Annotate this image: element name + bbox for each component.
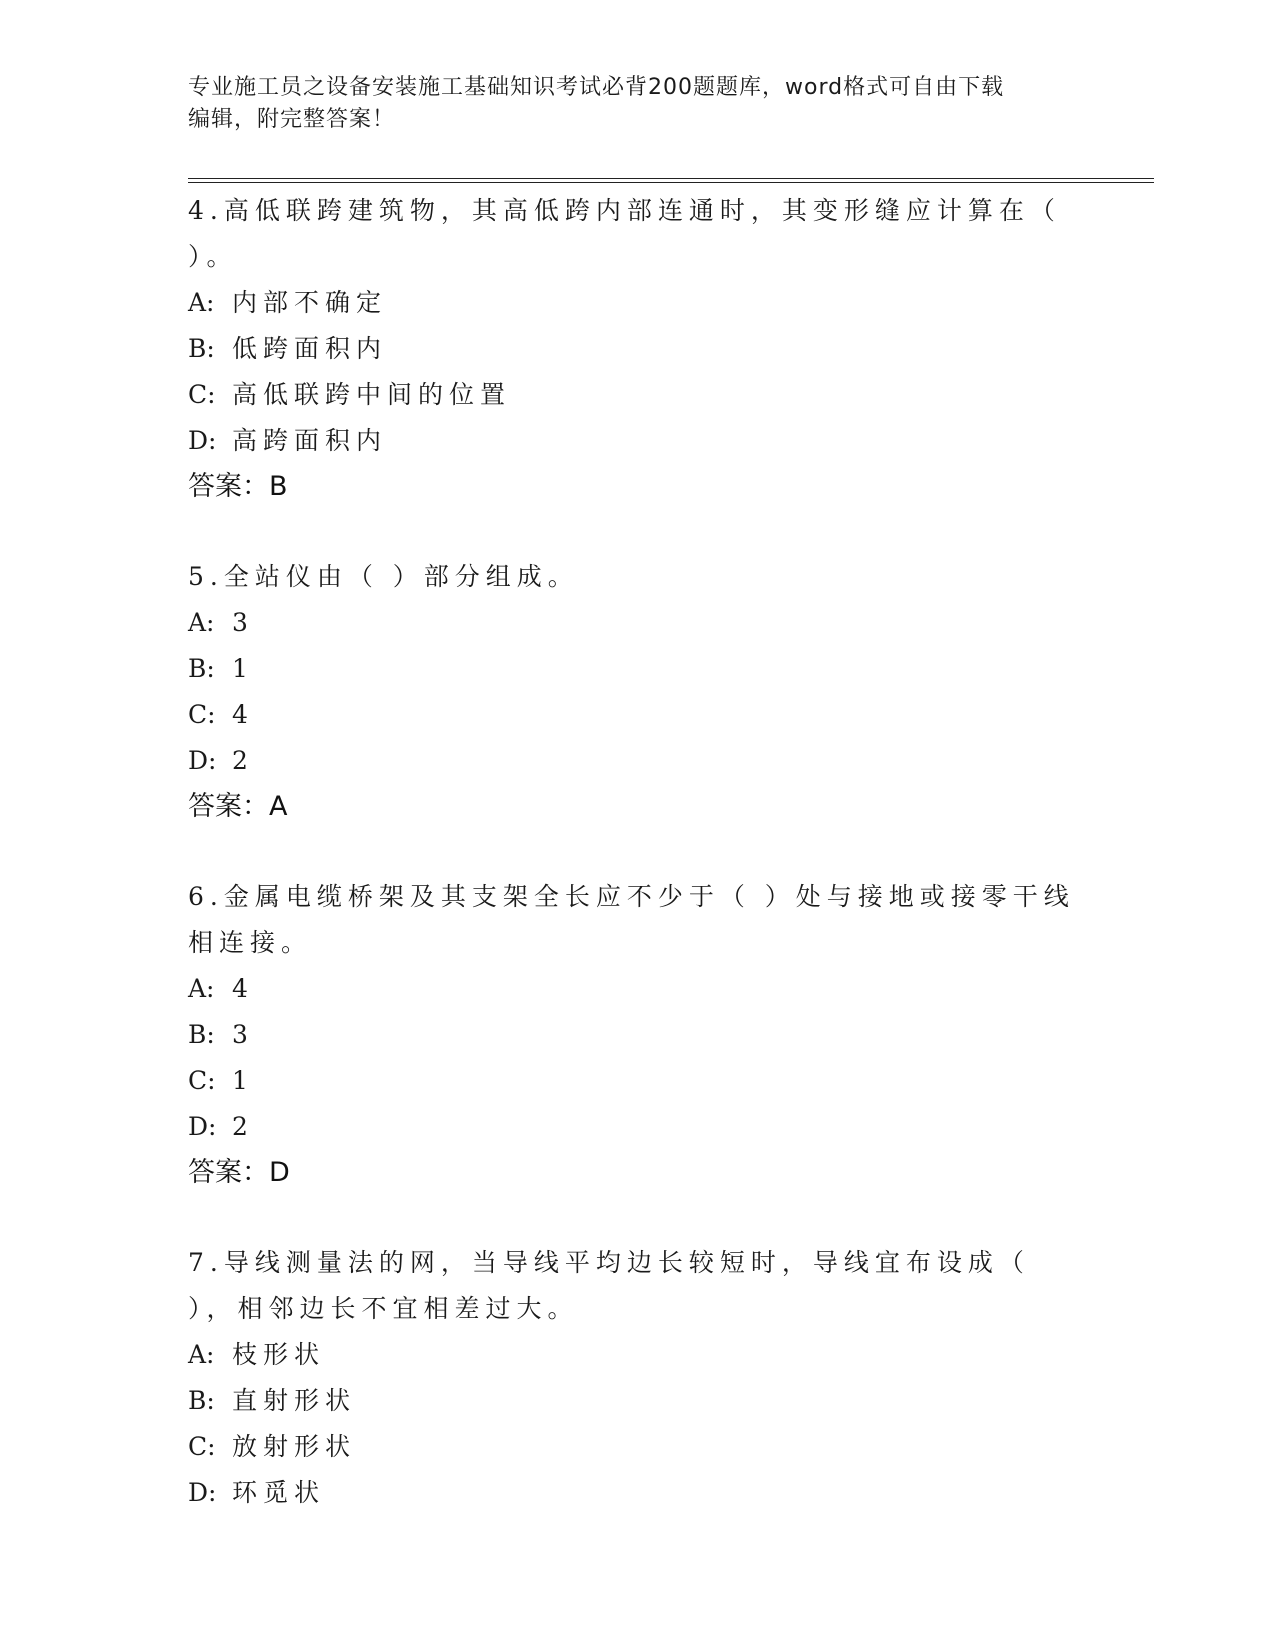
option-letter: A: bbox=[188, 974, 215, 1003]
option-letter: B: bbox=[188, 334, 215, 363]
option-letter: C: bbox=[188, 380, 216, 409]
option-text: 4 bbox=[232, 974, 254, 1003]
option-text: 3 bbox=[232, 608, 254, 637]
option-letter: D: bbox=[188, 426, 217, 455]
answer-line: 答案：D bbox=[188, 1157, 290, 1188]
option-c bbox=[188, 1424, 1088, 1470]
title-line-1: 专业施工员之设备安装施工基础知识考试必背200题题库，word格式可自由下载 bbox=[188, 75, 1005, 100]
question-stem: 7.导线测量法的网，当导线平均边长较短时，导线宜布设成（ ），相邻边长不宜相差过大。 bbox=[188, 1248, 1030, 1323]
option-text: 环觅状 bbox=[232, 1478, 326, 1507]
option-letter: A: bbox=[188, 608, 215, 637]
option-a bbox=[188, 280, 1088, 326]
option-text: 3 bbox=[232, 1020, 254, 1049]
option-letter: D: bbox=[188, 1478, 217, 1507]
option-text: 4 bbox=[232, 700, 254, 729]
option-a bbox=[188, 600, 1088, 646]
question-4 bbox=[188, 188, 1088, 510]
option-letter: D: bbox=[188, 1112, 217, 1141]
option-d bbox=[188, 1470, 1088, 1516]
option-letter: B: bbox=[188, 1020, 215, 1049]
question-stem: 4.高低联跨建筑物，其高低跨内部连通时，其变形缝应计算在（ ）。 bbox=[188, 196, 1061, 271]
answer-line: 答案：A bbox=[188, 791, 288, 822]
option-b bbox=[188, 646, 1088, 692]
option-letter: D: bbox=[188, 746, 217, 775]
option-b bbox=[188, 1378, 1088, 1424]
question-stem: 6.金属电缆桥架及其支架全长应不少于（ ）处与接地或接零干线相连接。 bbox=[188, 882, 1075, 957]
question-stem: 5.全站仪由（ ）部分组成。 bbox=[188, 562, 579, 591]
option-letter: B: bbox=[188, 1386, 215, 1415]
option-d bbox=[188, 738, 1088, 784]
option-text: 低跨面积内 bbox=[232, 334, 388, 363]
option-a bbox=[188, 1332, 1088, 1378]
option-letter: A: bbox=[188, 288, 215, 317]
option-text: 高跨面积内 bbox=[232, 426, 388, 455]
question-6 bbox=[188, 874, 1088, 1196]
option-d bbox=[188, 418, 1088, 464]
option-b bbox=[188, 1012, 1088, 1058]
option-letter: B: bbox=[188, 654, 215, 683]
option-text: 高低联跨中间的位置 bbox=[232, 380, 512, 409]
answer-line: 答案：B bbox=[188, 471, 288, 502]
option-text: 1 bbox=[232, 654, 254, 683]
option-d bbox=[188, 1104, 1088, 1150]
question-7 bbox=[188, 1240, 1088, 1516]
option-c bbox=[188, 372, 1088, 418]
option-text: 2 bbox=[232, 1112, 254, 1141]
option-letter: A: bbox=[188, 1340, 215, 1369]
option-text: 直射形状 bbox=[232, 1386, 357, 1415]
option-c bbox=[188, 692, 1088, 738]
option-text: 内部不确定 bbox=[232, 288, 388, 317]
option-b bbox=[188, 326, 1088, 372]
option-text: 放射形状 bbox=[232, 1432, 357, 1461]
option-text: 2 bbox=[232, 746, 254, 775]
option-text: 枝形状 bbox=[232, 1340, 326, 1369]
option-letter: C: bbox=[188, 1066, 216, 1095]
option-a bbox=[188, 966, 1088, 1012]
question-list bbox=[188, 188, 1088, 1560]
question-5 bbox=[188, 554, 1088, 830]
option-text: 1 bbox=[232, 1066, 254, 1095]
option-c bbox=[188, 1058, 1088, 1104]
option-letter: C: bbox=[188, 700, 216, 729]
document-title bbox=[188, 72, 1068, 136]
header-double-rule bbox=[188, 178, 1154, 183]
option-letter: C: bbox=[188, 1432, 216, 1461]
title-line-2: 编辑，附完整答案！ bbox=[188, 107, 396, 132]
